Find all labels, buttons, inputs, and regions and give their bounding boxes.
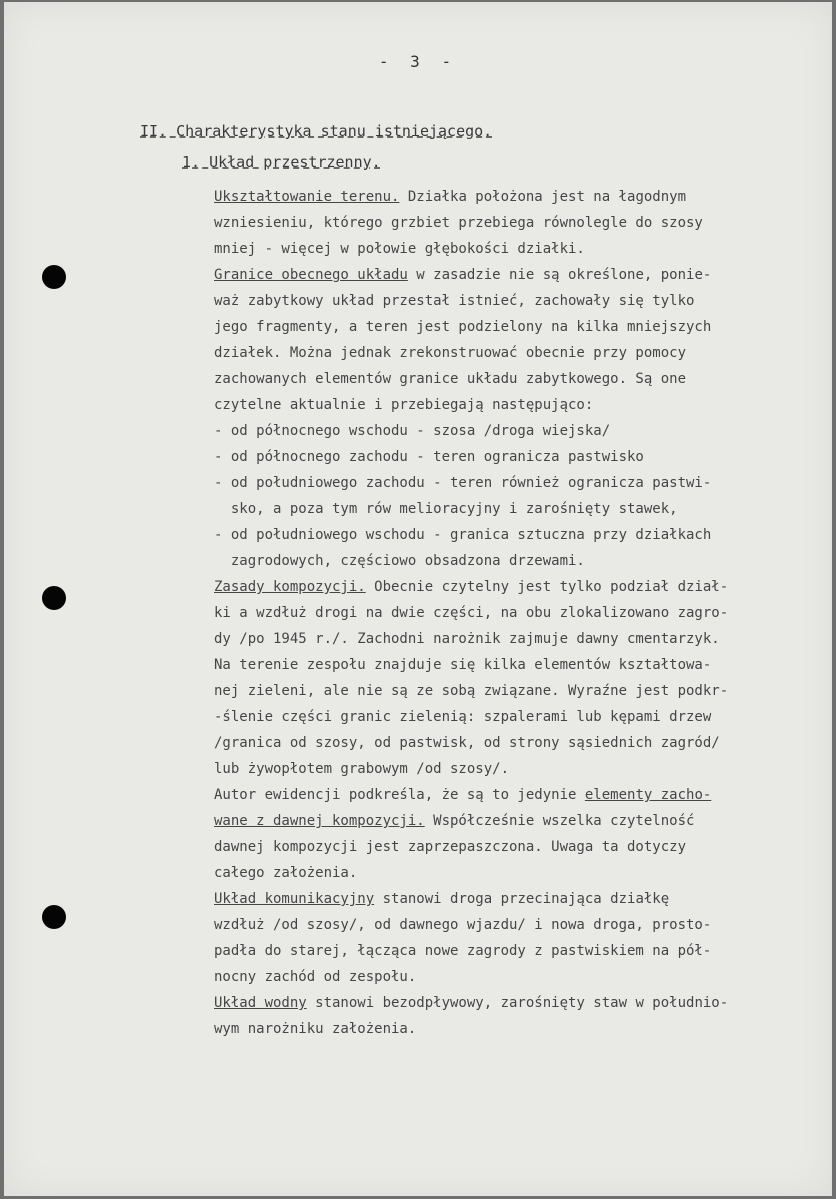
- text-segment: waż zabytkowy układ przestał istnieć, zachowały się tylko: [214, 293, 695, 309]
- text-segment: Działka położona jest na łagodnym: [399, 189, 687, 205]
- text-line: [214, 912, 832, 938]
- text-line: [214, 366, 832, 392]
- text-segment: Autor ewidencji podkreśla, że są to jedynie: [214, 787, 585, 803]
- text-line: [214, 444, 832, 470]
- text-segment: mniej - więcej w połowie głębokości działki.: [214, 241, 585, 257]
- text-line: [214, 756, 832, 782]
- text-segment: sko, a poza tym rów melioracyjny i zarośnięty stawek,: [214, 501, 678, 517]
- text-segment: stanowi bezodpływowy, zarośnięty staw w południo-: [306, 995, 729, 1011]
- text-segment: - od północnego zachodu - teren ogranicza pastwisko: [214, 449, 644, 465]
- underlined-phrase: elementy zacho-: [584, 787, 712, 803]
- text-segment: Na terenie zespołu znajduje się kilka elementów kształtowa-: [214, 657, 712, 673]
- text-segment: dy /po 1945 r./. Zachodni narożnik zajmuje dawny cmentarzyk.: [214, 631, 720, 647]
- body-text: [214, 184, 832, 1042]
- text-segment: wzdłuż /od szosy/, od dawnego wjazdu/ i nowa droga, prosto-: [214, 917, 712, 933]
- text-segment: - od południowego zachodu - teren również ogranicza pastwi-: [214, 475, 712, 491]
- text-segment: czytelne aktualnie i przebiegają następująco:: [214, 397, 594, 413]
- document-page: [4, 2, 832, 1196]
- text-segment: padła do starej, łącząca nowe zagrody z pastwiskiem na pół-: [214, 943, 712, 959]
- text-line: [214, 496, 832, 522]
- text-line: [214, 470, 832, 496]
- text-segment: nocny zachód od zespołu.: [214, 969, 417, 985]
- text-line: [214, 600, 832, 626]
- text-line: [214, 964, 832, 990]
- text-segment: dawnej kompozycji jest zaprzepaszczona. Uwaga ta dotyczy: [214, 839, 687, 855]
- underlined-phrase: Zasady kompozycji.: [214, 579, 366, 595]
- text-segment: zagrodowych, częściowo obsadzona drzewami.: [214, 553, 585, 569]
- text-segment: /granica od szosy, od pastwisk, od strony sąsiednich zagród/: [214, 735, 720, 751]
- text-segment: ki a wzdłuż drogi na dwie części, na obu zlokalizowano zagro-: [214, 605, 729, 621]
- text-segment: lub żywopłotem grabowym /od szosy/.: [214, 761, 510, 777]
- text-line: [214, 548, 832, 574]
- underlined-phrase: Ukształtowanie terenu.: [214, 189, 400, 205]
- text-segment: - od południowego wschodu - granica sztuczna przy działkach: [214, 527, 712, 543]
- text-line: [214, 210, 832, 236]
- binder-hole: [42, 586, 66, 610]
- underlined-phrase: wane z dawnej kompozycji.: [214, 813, 425, 829]
- text-line: [214, 288, 832, 314]
- text-segment: w zasadzie nie są określone, ponie-: [407, 267, 712, 283]
- text-line: [214, 574, 832, 600]
- text-line: [214, 262, 832, 288]
- text-segment: całego założenia.: [214, 865, 358, 881]
- text-segment: stanowi droga przecinająca działkę: [374, 891, 670, 907]
- text-line: [214, 782, 832, 808]
- text-segment: zachowanych elementów granice układu zabytkowego. Są one: [214, 371, 687, 387]
- text-segment: działek. Można jednak zrekonstruować obecnie przy pomocy: [214, 345, 687, 361]
- text-line: [214, 938, 832, 964]
- text-segment: jego fragmenty, a teren jest podzielony na kilka mniejszych: [214, 319, 712, 335]
- text-line: [214, 184, 832, 210]
- text-line: [214, 730, 832, 756]
- binder-hole: [42, 265, 66, 289]
- text-line: [214, 418, 832, 444]
- text-segment: -ślenie części granic zielenią: szpalerami lub kępami drzew: [214, 709, 712, 725]
- text-line: [214, 652, 832, 678]
- section-heading: II. Charakterystyka stanu istniejącego.: [140, 122, 493, 140]
- text-line: [214, 340, 832, 366]
- text-line: [214, 834, 832, 860]
- page-number: - 3 -: [378, 52, 458, 71]
- text-segment: Obecnie czytelny jest tylko podział dział-: [365, 579, 729, 595]
- text-line: [214, 1016, 832, 1042]
- text-line: [214, 704, 832, 730]
- underlined-phrase: Granice obecnego układu: [214, 267, 408, 283]
- text-line: [214, 522, 832, 548]
- text-line: [214, 626, 832, 652]
- underlined-phrase: Układ wodny: [214, 995, 307, 1011]
- text-line: [214, 314, 832, 340]
- text-line: [214, 236, 832, 262]
- text-line: [214, 392, 832, 418]
- text-line: [214, 808, 832, 834]
- text-line: [214, 678, 832, 704]
- text-segment: Współcześnie wszelka czytelność: [424, 813, 695, 829]
- underlined-phrase: Układ komunikacyjny: [214, 891, 375, 907]
- text-line: [214, 886, 832, 912]
- text-line: [214, 990, 832, 1016]
- text-segment: nej zieleni, ale nie są ze sobą związane. Wyraźne jest podkr-: [214, 683, 729, 699]
- text-segment: wzniesieniu, którego grzbiet przebiega równolegle do szosy: [214, 215, 703, 231]
- text-segment: wym narożniku założenia.: [214, 1021, 417, 1037]
- subsection-heading: 1. Układ przestrzenny.: [182, 153, 381, 171]
- text-line: [214, 860, 832, 886]
- text-segment: - od północnego wschodu - szosa /droga wiejska/: [214, 423, 611, 439]
- binder-hole: [42, 905, 66, 929]
